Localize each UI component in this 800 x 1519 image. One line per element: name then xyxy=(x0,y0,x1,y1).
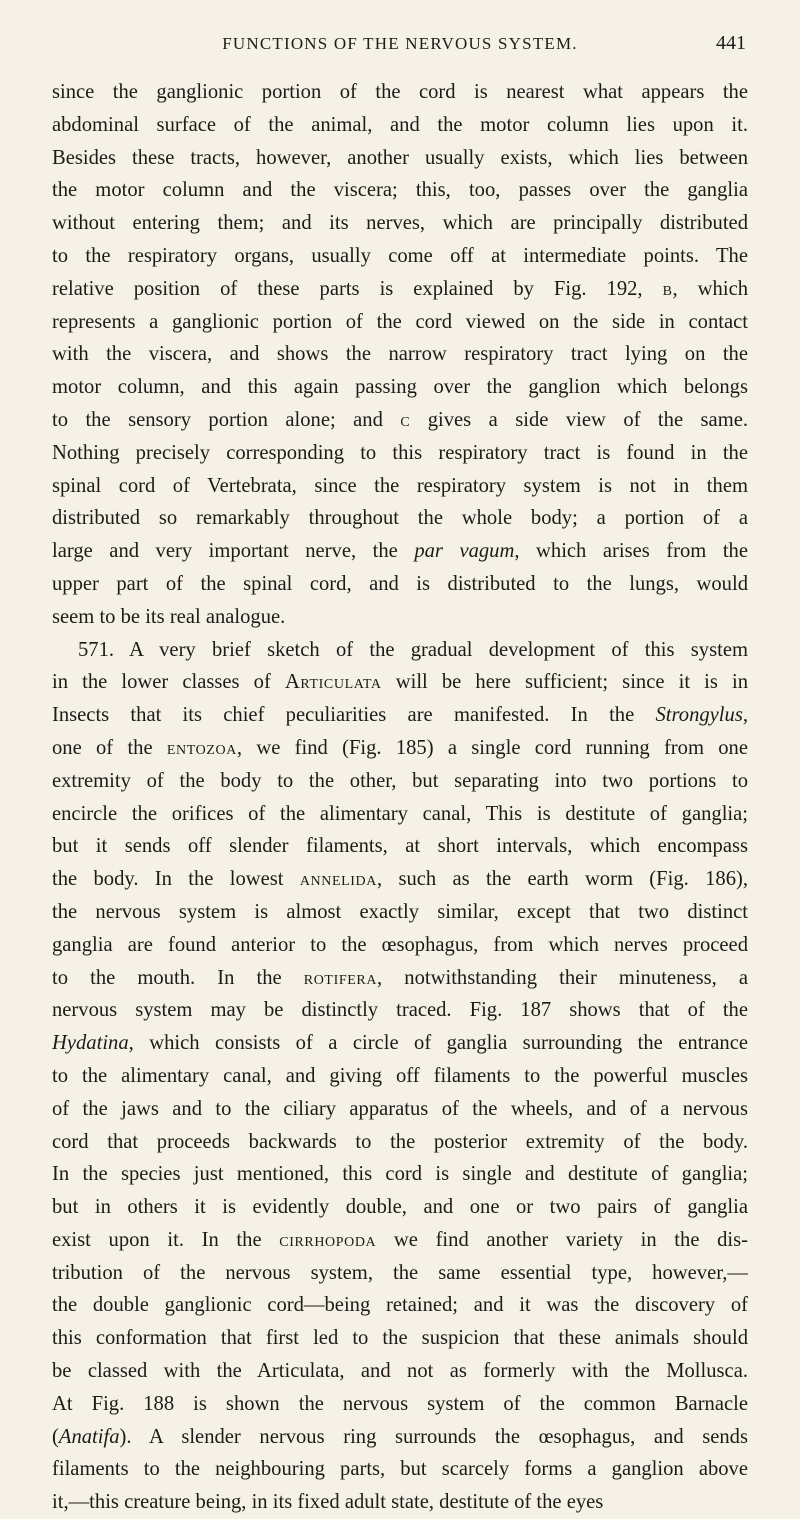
text-segment: to the mouth. In the xyxy=(52,966,304,989)
text-line xyxy=(52,1289,748,1322)
text-line xyxy=(52,699,748,732)
text-segment: motor column, and this again passing over the ganglion which belongs xyxy=(52,376,748,399)
text-segment: filaments to the neighbouring parts, but scarcely forms a ganglion above xyxy=(52,1458,748,1481)
text-segment: it,—this creature being, in its fixed adult state, destitute of the eyes xyxy=(52,1491,604,1514)
text-segment: without entering them; and its nerves, which are principally distributed xyxy=(52,212,748,235)
text-line xyxy=(52,240,748,273)
text-segment: to the sensory portion alone; and xyxy=(52,408,401,431)
text-segment: In the species just mentioned, this cord is single and destitute of ganglia; xyxy=(52,1163,748,1186)
text-segment: but in others it is evidently double, and one or two pairs of ganglia xyxy=(52,1196,748,1219)
text-segment: one of the xyxy=(52,736,167,759)
text-segment: to the respiratory organs, usually come off at intermediate points. The xyxy=(52,244,748,267)
text-line xyxy=(52,76,748,109)
text-line xyxy=(52,1126,748,1159)
text-segment: the double ganglionic cord—being retained; and it was the discovery of xyxy=(52,1294,748,1317)
text-line xyxy=(52,601,748,634)
text-segment: Besides these tracts, however, another usually exists, which lies between xyxy=(52,146,748,169)
text-segment: will be here sufficient; since it is in xyxy=(381,671,748,694)
text-segment: distributed so remarkably throughout the whole body; a portion of a xyxy=(52,507,748,530)
text-segment: the nervous system is almost exactly similar, except that two distinct xyxy=(52,900,748,923)
small-caps-text: annelida xyxy=(299,868,377,891)
text-segment: seem to be its real analogue. xyxy=(52,605,286,628)
small-caps-text: Articulata xyxy=(284,671,382,694)
running-title: FUNCTIONS OF THE NERVOUS SYSTEM. xyxy=(222,34,578,53)
body-text xyxy=(52,76,748,1519)
text-segment: be classed with the Articulata, and not as formerly with the Mollusca. xyxy=(52,1360,748,1383)
text-line xyxy=(52,437,748,470)
text-segment: , we find (Fig. 185) a single cord running from one xyxy=(236,736,748,759)
small-caps-text: entozoa xyxy=(166,736,237,759)
text-line xyxy=(52,1486,748,1519)
text-segment: nervous system may be distinctly traced. Fig. 187 shows that of the xyxy=(52,999,748,1022)
text-segment: abdominal surface of the animal, and the motor column lies upon it. xyxy=(52,113,748,136)
text-segment: we find another variety in the dis- xyxy=(376,1228,748,1251)
text-segment: since the ganglionic portion of the cord is nearest what appears the xyxy=(52,81,748,103)
text-line xyxy=(52,1191,748,1224)
text-segment: gives a side view of the same. xyxy=(410,408,748,431)
text-segment: ). A slender nervous ring surrounds the œsophagus, and sends xyxy=(119,1425,748,1448)
text-segment: ganglia are found anterior to the œsophagus, from which nerves proceed xyxy=(52,933,748,956)
text-segment: the motor column and the viscera; this, too, passes over the ganglia xyxy=(52,179,748,202)
text-line xyxy=(52,1355,748,1388)
text-segment: , xyxy=(742,704,748,727)
text-line xyxy=(52,1257,748,1290)
text-segment: to the alimentary canal, and giving off filaments to the powerful muscles xyxy=(52,1064,748,1087)
text-line xyxy=(52,962,748,995)
text-segment: upper part of the spinal cord, and is distributed to the lungs, would xyxy=(52,572,748,595)
text-line xyxy=(52,1388,748,1421)
text-line xyxy=(52,338,748,371)
text-segment: , such as the earth worm (Fig. 186), xyxy=(376,868,748,891)
text-segment: but it sends off slender filaments, at short intervals, which encompass xyxy=(52,835,748,858)
page-number: 441 xyxy=(716,32,746,54)
text-line xyxy=(52,798,748,831)
text-segment: , notwithstanding their minuteness, a xyxy=(377,966,748,989)
text-line xyxy=(52,1224,748,1257)
italic-text: Hydatina xyxy=(52,1032,129,1055)
text-line xyxy=(52,470,748,503)
text-segment: , which xyxy=(672,277,748,300)
small-caps-text: b xyxy=(662,277,673,300)
text-line xyxy=(52,929,748,962)
text-segment: , which consists of a circle of ganglia surrounding the entrance xyxy=(128,1032,748,1055)
text-line xyxy=(52,1322,748,1355)
text-line xyxy=(52,1421,748,1454)
text-segment: the body. In the lowest xyxy=(52,868,300,891)
text-segment: encircle the orifices of the alimentary canal, This is destitute of ganglia; xyxy=(52,802,748,825)
text-line xyxy=(52,765,748,798)
text-line xyxy=(52,306,748,339)
text-line xyxy=(52,273,748,306)
text-segment: 571. A very brief sketch of the gradual development of this system xyxy=(78,638,748,661)
text-line xyxy=(52,994,748,1027)
text-line xyxy=(52,666,748,699)
small-caps-text: c xyxy=(400,408,411,431)
text-segment: , which arises from the xyxy=(514,540,748,563)
text-line xyxy=(52,535,748,568)
text-line xyxy=(52,732,748,765)
text-segment: Nothing precisely corresponding to this respiratory tract is found in the xyxy=(52,441,748,464)
text-segment: Insects that its chief peculiarities are manifested. In the xyxy=(52,704,656,727)
text-segment: with the viscera, and shows the narrow respiratory tract lying on the xyxy=(52,343,748,366)
text-line xyxy=(52,502,748,535)
text-segment: ( xyxy=(52,1425,59,1448)
text-line xyxy=(52,371,748,404)
small-caps-text: rotifera xyxy=(303,966,378,989)
italic-text: Strongylus xyxy=(655,704,743,727)
text-line xyxy=(52,142,748,175)
text-line xyxy=(52,207,748,240)
text-line xyxy=(52,863,748,896)
text-line xyxy=(52,1027,748,1060)
text-segment: of the jaws and to the ciliary apparatus of the wheels, and of a nervous xyxy=(52,1097,748,1120)
text-segment: in the lower classes of xyxy=(52,671,285,694)
text-line xyxy=(52,568,748,601)
text-segment: At Fig. 188 is shown the nervous system of the common Barnacle xyxy=(52,1392,748,1415)
text-segment: tribution of the nervous system, the same essential type, however,— xyxy=(52,1261,748,1284)
text-line xyxy=(52,404,748,437)
text-line xyxy=(52,1060,748,1093)
text-line xyxy=(52,634,748,667)
italic-text: Anatifa xyxy=(58,1425,120,1448)
text-line xyxy=(52,109,748,142)
text-segment: this conformation that first led to the suspicion that these animals should xyxy=(52,1327,748,1350)
text-segment: relative position of these parts is explained by Fig. 192, xyxy=(52,277,663,300)
text-segment: cord that proceeds backwards to the posterior extremity of the body. xyxy=(52,1130,748,1153)
text-segment: represents a ganglionic portion of the cord viewed on the side in contact xyxy=(52,310,748,333)
text-segment: exist upon it. In the xyxy=(52,1228,280,1251)
page-header xyxy=(52,34,748,70)
text-segment: large and very important nerve, the xyxy=(52,540,415,563)
small-caps-text: cirrhopoda xyxy=(279,1228,377,1251)
text-segment: extremity of the body to the other, but separating into two portions to xyxy=(52,769,748,792)
italic-text: par vagum xyxy=(414,540,515,563)
text-line xyxy=(52,174,748,207)
text-line xyxy=(52,830,748,863)
text-line xyxy=(52,1093,748,1126)
text-line xyxy=(52,896,748,929)
text-line xyxy=(52,1158,748,1191)
text-segment: spinal cord of Vertebrata, since the respiratory system is not in them xyxy=(52,474,748,497)
text-line xyxy=(52,1453,748,1486)
